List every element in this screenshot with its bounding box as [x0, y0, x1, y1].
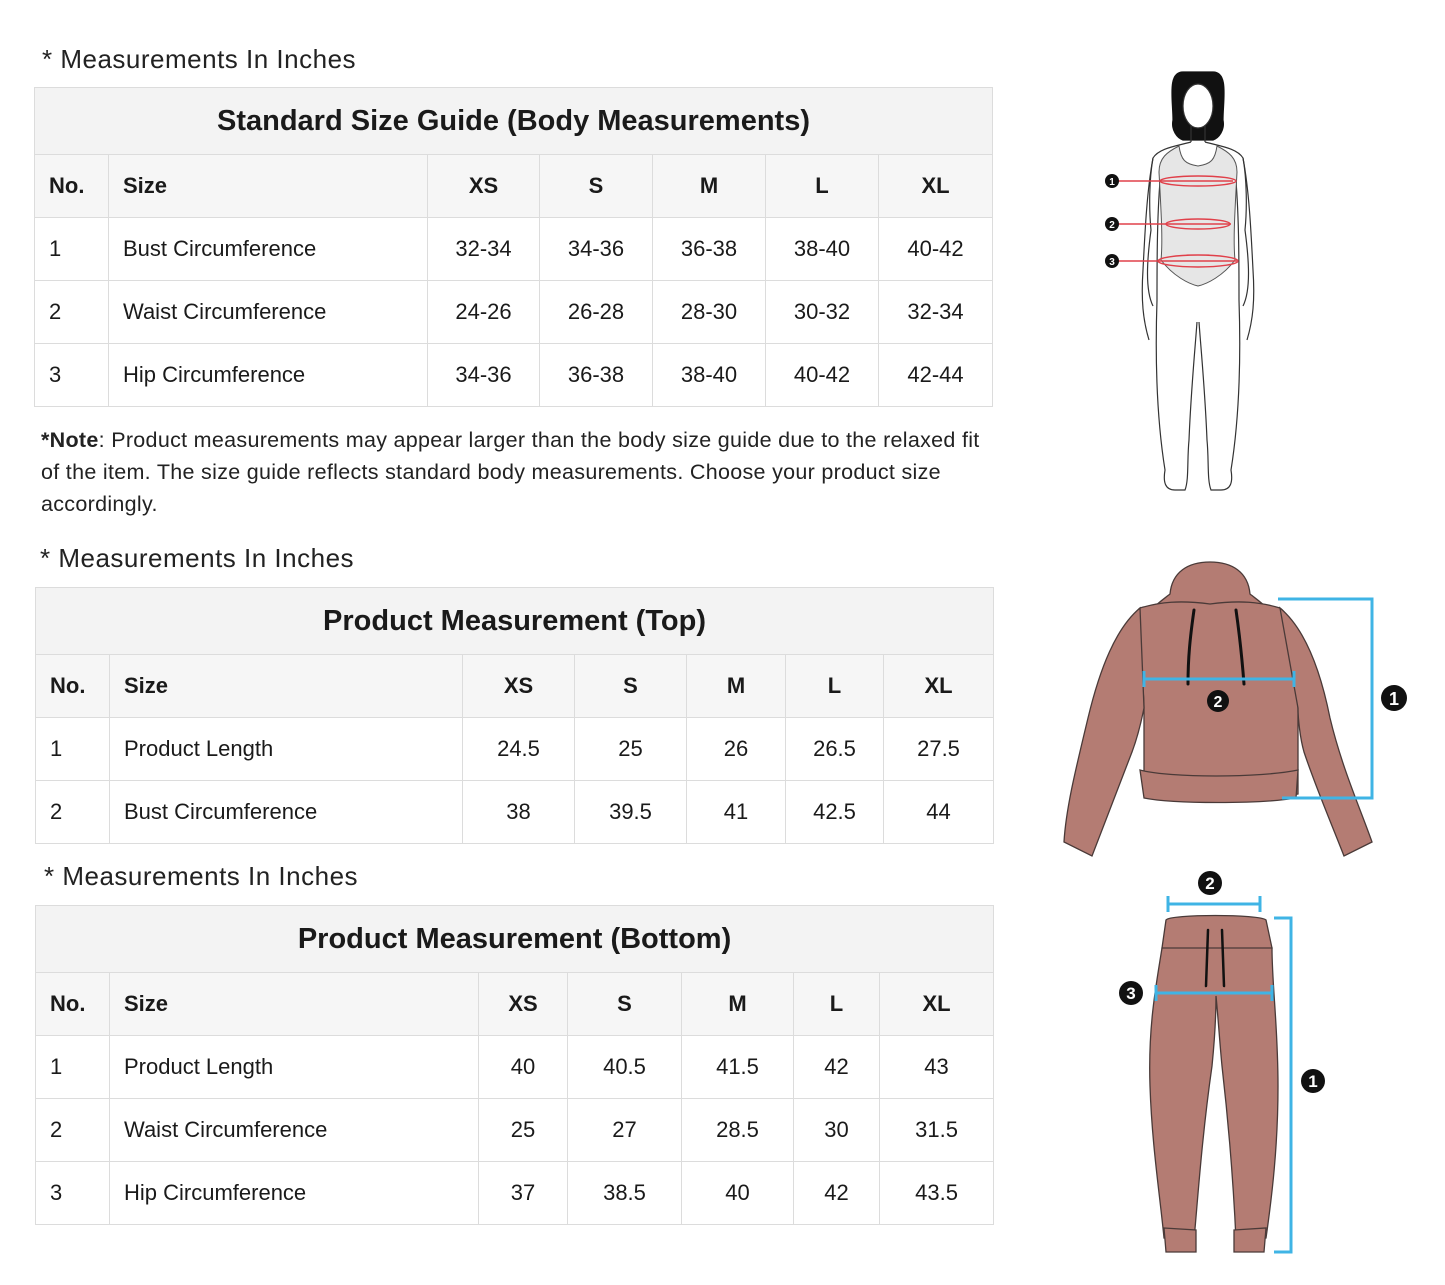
pants-marker-1	[1301, 1069, 1325, 1093]
top-measurement-table	[35, 587, 994, 844]
table-cell: Product Length	[110, 1036, 479, 1099]
table-cell: 40-42	[766, 344, 879, 407]
svg-text:3: 3	[1126, 984, 1136, 1003]
table-cell: 42.5	[786, 781, 884, 844]
pants-marker-3	[1119, 981, 1143, 1005]
header-cell: L	[794, 973, 880, 1036]
body-marker-1	[1105, 174, 1119, 188]
table-cell: 32-34	[428, 218, 540, 281]
table-row	[35, 218, 993, 281]
svg-text:1: 1	[1109, 177, 1115, 188]
table-cell: 36-38	[540, 344, 653, 407]
table-cell: Product Length	[110, 718, 463, 781]
table-cell: 28.5	[682, 1099, 794, 1162]
table-cell: 40	[479, 1036, 568, 1099]
table-row	[35, 344, 993, 407]
header-cell: XL	[879, 155, 993, 218]
table-cell: 42	[794, 1036, 880, 1099]
table-cell: 27	[568, 1099, 682, 1162]
body-marker-2	[1105, 217, 1119, 231]
header-cell: S	[540, 155, 653, 218]
table-cell: Bust Circumference	[110, 781, 463, 844]
table-row	[36, 718, 994, 781]
table-title: Standard Size Guide (Body Measurements)	[35, 88, 993, 155]
table-cell: Waist Circumference	[110, 1099, 479, 1162]
table-cell: 40.5	[568, 1036, 682, 1099]
table-cell: 36-38	[653, 218, 766, 281]
table-row	[36, 1162, 994, 1225]
svg-text:2: 2	[1205, 874, 1215, 893]
table-cell: 31.5	[880, 1099, 994, 1162]
table-cell: 26	[687, 718, 786, 781]
body-figure	[1095, 60, 1275, 500]
pants-figure	[1110, 866, 1335, 1256]
header-cell: Size	[110, 655, 463, 718]
svg-text:1: 1	[1308, 1072, 1318, 1091]
table-cell: 24.5	[463, 718, 575, 781]
pants-marker-2	[1198, 871, 1222, 895]
header-cell: XS	[463, 655, 575, 718]
table-cell: 28-30	[653, 281, 766, 344]
header-cell: No.	[35, 155, 109, 218]
table-cell: 3	[36, 1162, 110, 1225]
table-title: Product Measurement (Bottom)	[36, 906, 994, 973]
table-cell: 2	[36, 1099, 110, 1162]
table-cell: 38	[463, 781, 575, 844]
bottom-measurement-table	[35, 905, 994, 1225]
table-cell: 26.5	[786, 718, 884, 781]
table-cell: 42	[794, 1162, 880, 1225]
disclaimer-text: : Product measurements may appear larger than the body size guide due to the relaxed fit of the item. The size guide reflects standard body measurements. Choose your product size accordingly.	[41, 428, 980, 516]
header-cell: XL	[884, 655, 994, 718]
table-cell: 1	[35, 218, 109, 281]
table-cell: 3	[35, 344, 109, 407]
svg-text:1: 1	[1388, 689, 1400, 709]
table-cell: 26-28	[540, 281, 653, 344]
hoodie-marker-1	[1381, 685, 1407, 711]
header-cell: M	[682, 973, 794, 1036]
header-cell: S	[575, 655, 687, 718]
size-disclaimer	[41, 424, 991, 520]
table-cell: 30	[794, 1099, 880, 1162]
header-cell: Size	[109, 155, 428, 218]
table-row	[35, 281, 993, 344]
table-cell: 42-44	[879, 344, 993, 407]
header-cell: XS	[479, 973, 568, 1036]
table-cell: Bust Circumference	[109, 218, 428, 281]
header-cell: M	[687, 655, 786, 718]
table-cell: 2	[35, 281, 109, 344]
table-row	[36, 781, 994, 844]
measurement-unit-note-2: * Measurements In Inches	[40, 543, 355, 573]
table-cell: 38.5	[568, 1162, 682, 1225]
table-cell: 32-34	[879, 281, 993, 344]
header-cell: L	[786, 655, 884, 718]
table-cell: 39.5	[575, 781, 687, 844]
table-cell: 40	[682, 1162, 794, 1225]
header-cell: S	[568, 973, 682, 1036]
header-cell: XL	[880, 973, 994, 1036]
table-cell: 38-40	[653, 344, 766, 407]
table-cell: 44	[884, 781, 994, 844]
header-cell: No.	[36, 655, 110, 718]
table-cell: 41	[687, 781, 786, 844]
svg-text:2: 2	[1213, 694, 1223, 711]
table-cell: 43	[880, 1036, 994, 1099]
table-header-row	[36, 973, 994, 1036]
table-cell: 38-40	[766, 218, 879, 281]
header-cell: Size	[110, 973, 479, 1036]
table-cell: 27.5	[884, 718, 994, 781]
measurement-unit-note-1: * Measurements In Inches	[42, 44, 357, 74]
table-cell: 25	[479, 1099, 568, 1162]
disclaimer-label: *Note	[41, 428, 99, 452]
svg-text:3: 3	[1109, 257, 1115, 268]
table-cell: 1	[36, 1036, 110, 1099]
table-cell: Hip Circumference	[110, 1162, 479, 1225]
table-cell: Waist Circumference	[109, 281, 428, 344]
svg-text:2: 2	[1109, 220, 1115, 231]
header-cell: XS	[428, 155, 540, 218]
header-cell: M	[653, 155, 766, 218]
table-row	[36, 1036, 994, 1099]
table-header-row	[36, 655, 994, 718]
table-cell: 34-36	[428, 344, 540, 407]
hoodie-figure	[1060, 558, 1420, 863]
table-cell: 41.5	[682, 1036, 794, 1099]
header-cell: L	[766, 155, 879, 218]
table-cell: 1	[36, 718, 110, 781]
measurement-unit-note-3: * Measurements In Inches	[44, 861, 359, 891]
table-row	[36, 1099, 994, 1162]
body-marker-3	[1105, 254, 1119, 268]
table-title: Product Measurement (Top)	[36, 588, 994, 655]
table-cell: 2	[36, 781, 110, 844]
hoodie-marker-2	[1207, 690, 1229, 712]
table-cell: 40-42	[879, 218, 993, 281]
table-cell: 24-26	[428, 281, 540, 344]
table-cell: 25	[575, 718, 687, 781]
table-cell: 37	[479, 1162, 568, 1225]
table-cell: Hip Circumference	[109, 344, 428, 407]
body-size-table	[34, 87, 993, 407]
table-header-row	[35, 155, 993, 218]
header-cell: No.	[36, 973, 110, 1036]
table-cell: 30-32	[766, 281, 879, 344]
table-cell: 34-36	[540, 218, 653, 281]
table-cell: 43.5	[880, 1162, 994, 1225]
